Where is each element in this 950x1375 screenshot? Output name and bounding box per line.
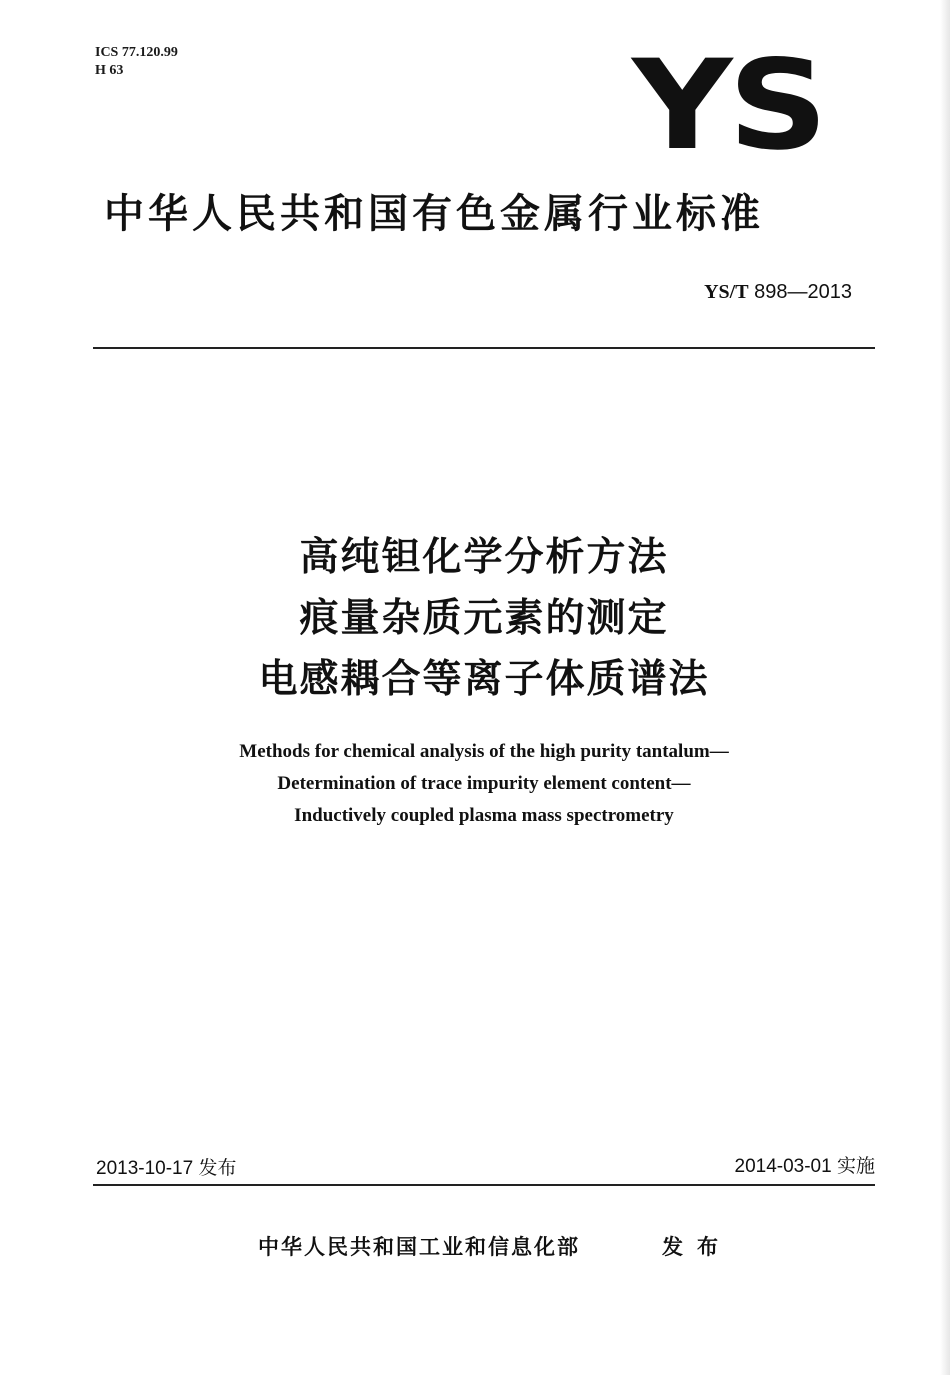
top-divider [93, 347, 875, 349]
issue-date: 2013-10-17 [96, 1158, 194, 1179]
implementation-date: 2014-03-01 [734, 1156, 832, 1177]
ys-logo: YS [632, 34, 824, 178]
chinese-title-line-3: 电感耦合等离子体质谱法 [258, 657, 710, 702]
standard-number-prefix: YS/T [704, 281, 749, 303]
issue-label: 发布 [198, 1158, 237, 1179]
english-title-line-1: Methods for chemical analysis of the high purity tantalum— [239, 741, 729, 762]
implementation-label: 实施 [836, 1156, 875, 1177]
classification-codes [95, 44, 178, 80]
issue-date-block [96, 1157, 237, 1181]
implementation-date-block [735, 1155, 876, 1179]
english-title-line-2: Determination of trace impurity element content— [277, 773, 691, 794]
issuing-authority: 中华人民共和国工业和信息化部 [258, 1235, 580, 1259]
chinese-title-line-2: 痕量杂质元素的测定 [299, 596, 669, 641]
english-title-line-3: Inductively coupled plasma mass spectrometry [294, 805, 674, 826]
bottom-divider [93, 1184, 875, 1186]
ccs-code: H 63 [95, 63, 124, 78]
standard-number [704, 280, 852, 304]
standard-category-title: 中华人民共和国有色金属行业标准 [104, 191, 764, 237]
chinese-title [0, 527, 950, 710]
issuing-action: 发布 [662, 1235, 732, 1259]
english-title [0, 736, 950, 832]
ics-code: ICS 77.120.99 [95, 45, 178, 60]
standard-number-value: 898—2013 [754, 281, 852, 303]
chinese-title-line-1: 高纯钽化学分析方法 [299, 535, 669, 580]
